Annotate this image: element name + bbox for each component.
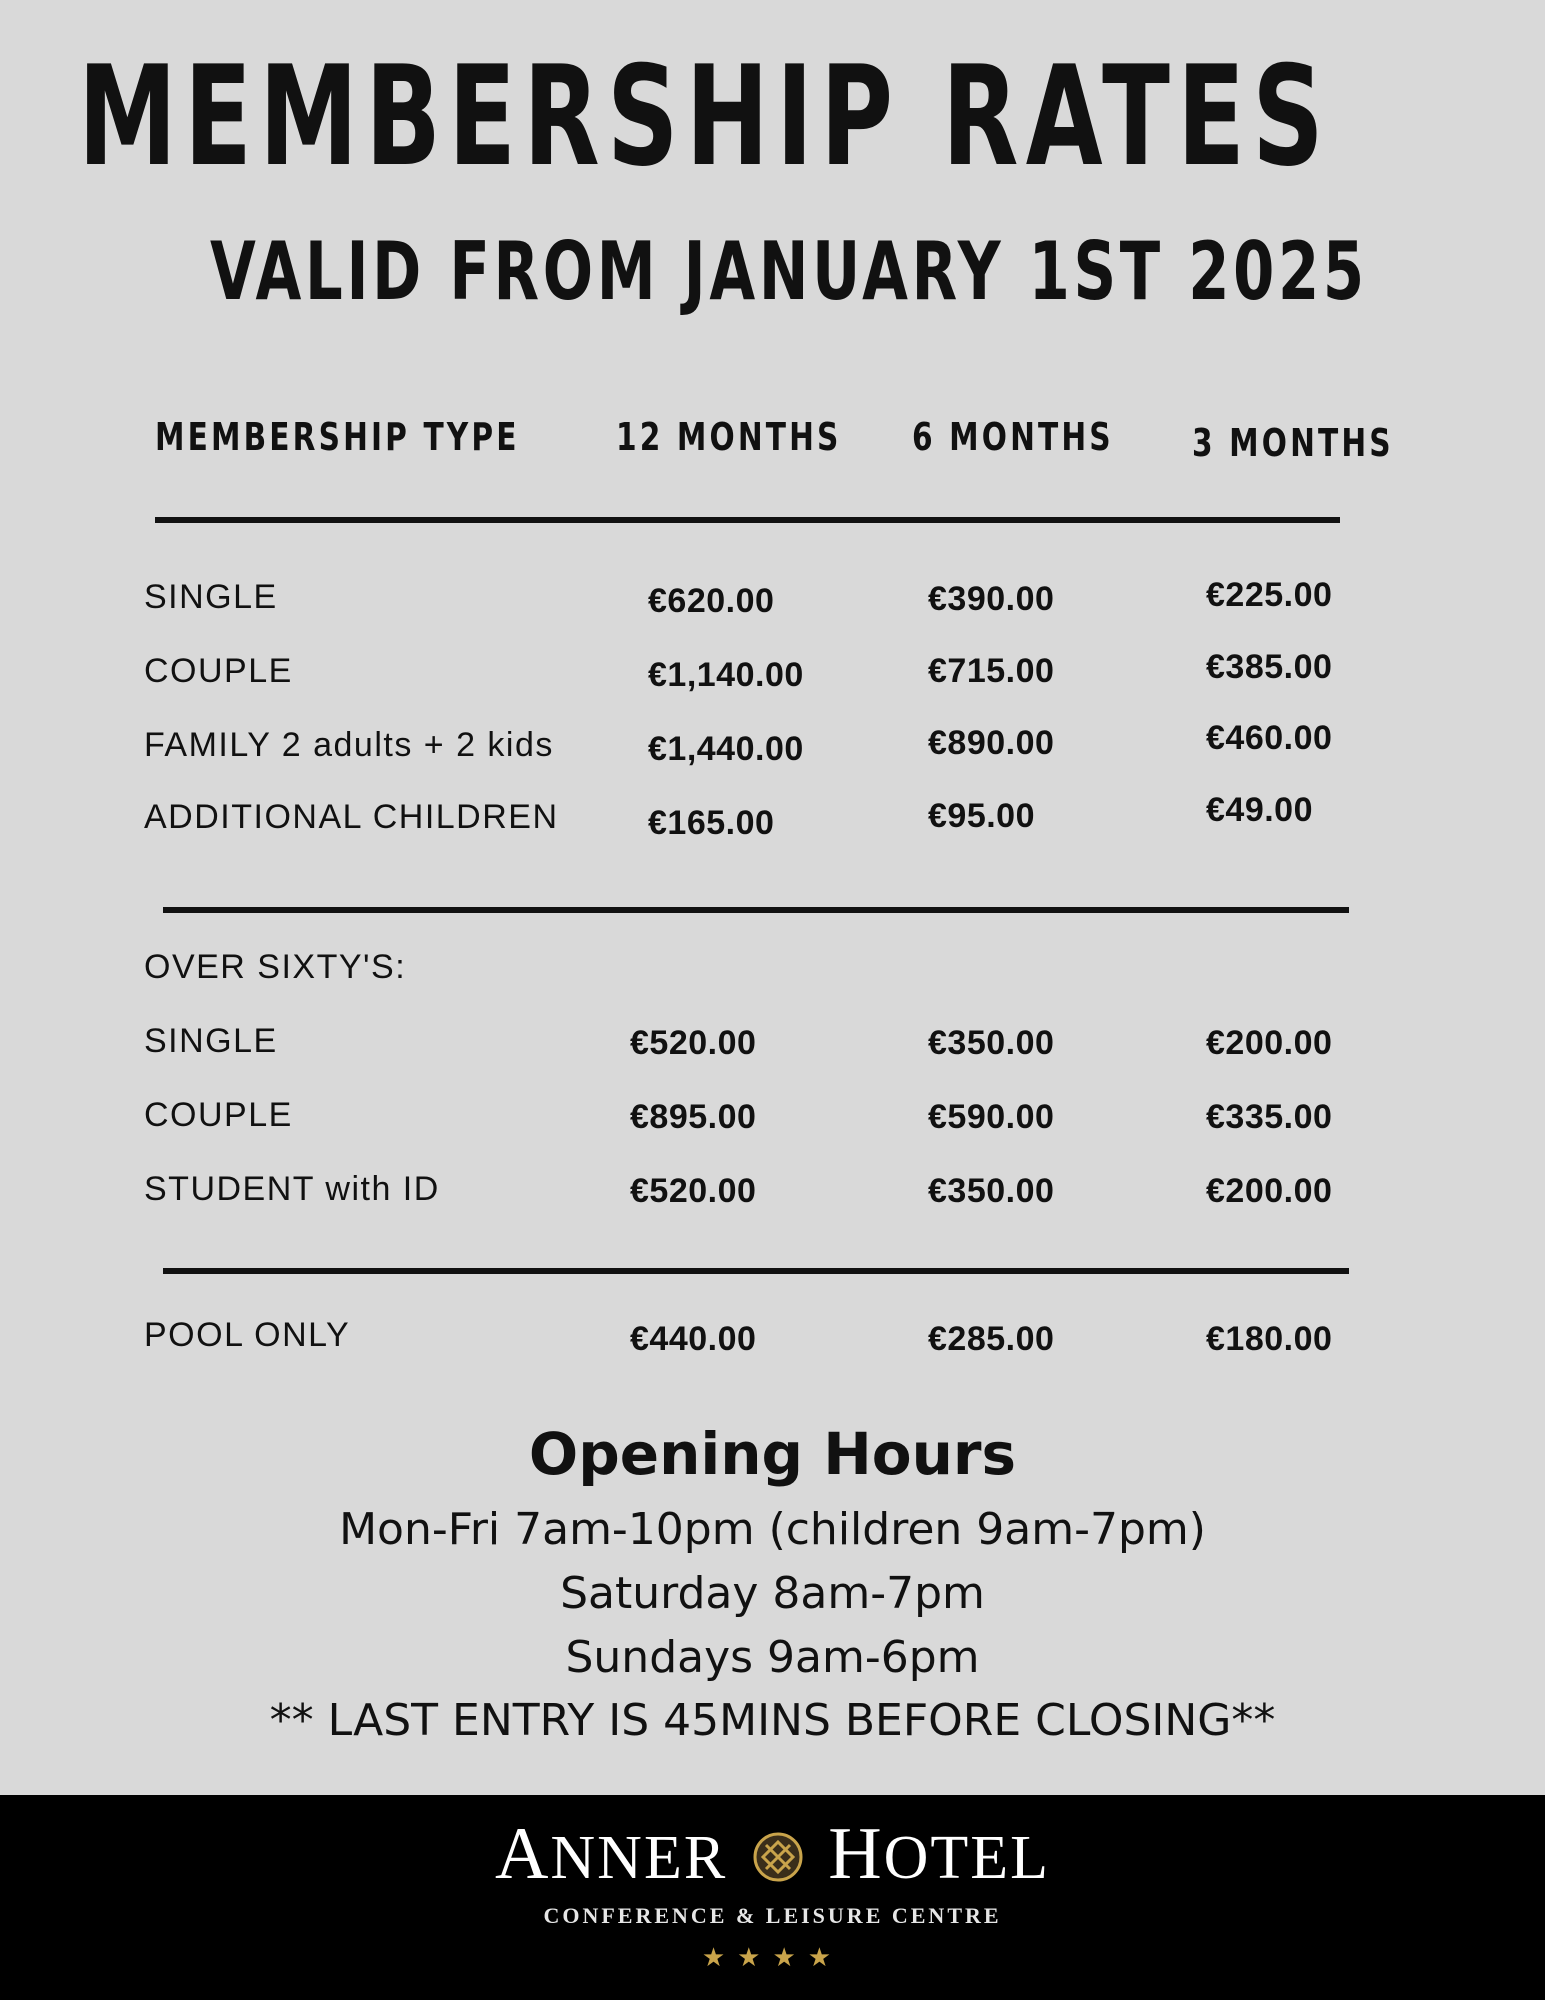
header-6-months: 6 MONTHS (912, 415, 1114, 459)
opening-hours-weekdays: Mon-Fri 7am-10pm (children 9am-7pm) (339, 1504, 1206, 1555)
header-membership-type: MEMBERSHIP TYPE (155, 415, 520, 459)
star-rating: ★★★★ (701, 1943, 844, 1973)
price-6-months: €890.00 (928, 724, 1055, 762)
opening-hours-saturday: Saturday 8am-7pm (560, 1568, 985, 1619)
last-entry-notice: ** LAST ENTRY IS 45MINS BEFORE CLOSING** (269, 1695, 1276, 1746)
price-12-months: €895.00 (630, 1098, 757, 1136)
divider-group1 (163, 907, 1349, 913)
price-3-months: €49.00 (1206, 791, 1313, 829)
price-6-months: €285.00 (928, 1320, 1055, 1358)
price-3-months: €180.00 (1206, 1320, 1333, 1358)
price-6-months: €95.00 (928, 797, 1035, 835)
price-12-months: €520.00 (630, 1172, 757, 1210)
row-label: COUPLE (144, 652, 293, 690)
price-6-months: €390.00 (928, 580, 1055, 618)
divider-group2 (163, 1268, 1349, 1274)
opening-hours-sunday: Sundays 9am-6pm (565, 1632, 980, 1683)
price-12-months: €440.00 (630, 1320, 757, 1358)
row-label: STUDENT with ID (144, 1170, 440, 1208)
footer-banner (0, 1795, 1545, 2000)
over-sixties-heading: OVER SIXTY'S: (144, 948, 407, 986)
hotel-logo-wordmark (0, 1813, 1545, 1895)
row-label: SINGLE (144, 578, 278, 616)
brand-initial-h: H (828, 1813, 884, 1895)
price-6-months: €350.00 (928, 1172, 1055, 1210)
price-6-months: €350.00 (928, 1024, 1055, 1062)
page-title: MEMBERSHIP RATES (78, 36, 1331, 197)
price-12-months: €620.00 (648, 582, 775, 620)
row-label: POOL ONLY (144, 1316, 351, 1354)
price-12-months: €520.00 (630, 1024, 757, 1062)
row-label: COUPLE (144, 1096, 293, 1134)
anner-hotel-emblem-icon (753, 1832, 803, 1882)
header-12-months: 12 MONTHS (616, 415, 842, 459)
price-12-months: €1,140.00 (648, 656, 804, 694)
price-3-months: €200.00 (1206, 1172, 1333, 1210)
row-label: ADDITIONAL CHILDREN (144, 798, 559, 836)
valid-from-subtitle: VALID FROM JANUARY 1ST 2025 (210, 225, 1368, 318)
price-12-months: €1,440.00 (648, 730, 804, 768)
header-3-months: 3 MONTHS (1192, 421, 1394, 465)
price-6-months: €715.00 (928, 652, 1055, 690)
divider-header (155, 517, 1340, 523)
brand-rest-h: OTEL (883, 1824, 1051, 1892)
opening-hours-title: Opening Hours (528, 1420, 1017, 1488)
price-3-months: €385.00 (1206, 648, 1333, 686)
row-label: SINGLE (144, 1022, 278, 1060)
price-12-months: €165.00 (648, 804, 775, 842)
price-3-months: €335.00 (1206, 1098, 1333, 1136)
price-6-months: €590.00 (928, 1098, 1055, 1136)
price-3-months: €460.00 (1206, 719, 1333, 757)
brand-initial-a: A (494, 1813, 551, 1895)
price-3-months: €225.00 (1206, 576, 1333, 614)
row-label: FAMILY 2 adults + 2 kids (144, 726, 554, 764)
brand-rest-a: NNER (550, 1824, 728, 1892)
price-3-months: €200.00 (1206, 1024, 1333, 1062)
brand-tagline: CONFERENCE & LEISURE CENTRE (543, 1903, 1002, 1928)
